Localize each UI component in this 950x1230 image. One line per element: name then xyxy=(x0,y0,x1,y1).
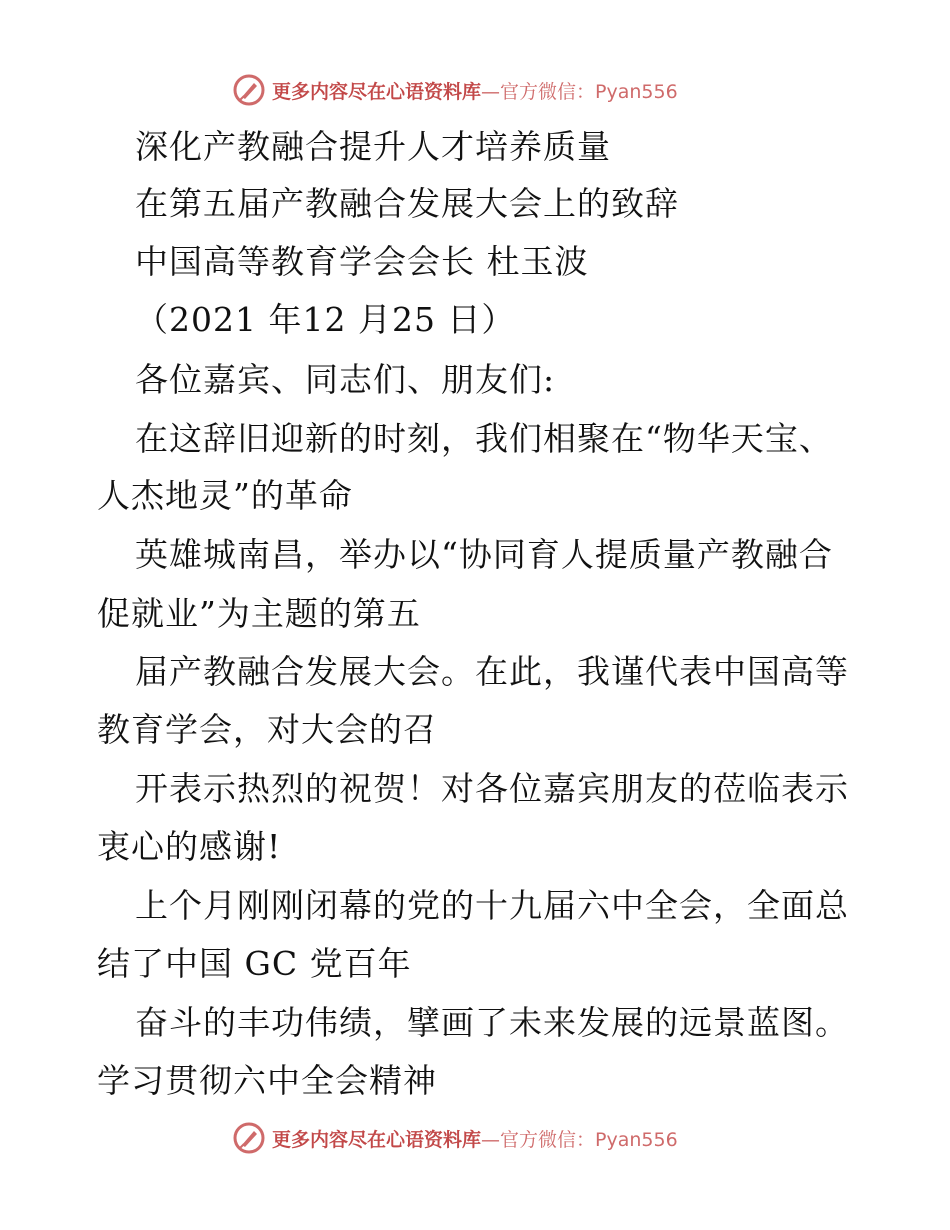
paragraph-line: 教育学会，对大会的召 xyxy=(97,710,437,749)
paragraph-line: 促就业”为主题的第五 xyxy=(97,594,421,633)
watermark-text xyxy=(272,1125,678,1152)
watermark-separator: — xyxy=(481,80,501,103)
paragraph-line: 结了中国 GC 党百年 xyxy=(97,944,412,983)
document-title: 深化产教融合提升人才培养质量 xyxy=(135,127,611,166)
document-date: （2021 年12 月25 日） xyxy=(135,300,516,339)
paragraph-line: 上个月刚刚闭幕的党的十九届六中全会，全面总 xyxy=(135,886,849,925)
paragraph-line: 衷心的感谢! xyxy=(97,827,282,866)
watermark-main-text: 更多内容尽在心语资料库 xyxy=(272,80,482,103)
paragraph-line: 奋斗的丰功伟绩，擘画了未来发展的远景蓝图。 xyxy=(135,1003,849,1042)
watermark-wechat-label: 官方微信： xyxy=(500,1128,596,1151)
paragraph-line: 届产教融合发展大会。在此，我谨代表中国高等 xyxy=(135,652,849,691)
header-watermark xyxy=(232,72,678,108)
watermark-wechat-id: Pyan556 xyxy=(595,1128,678,1151)
paragraph-line: 学习贯彻六中全会精神 xyxy=(97,1061,437,1100)
paragraph-line: 英雄城南昌，举办以“协同育人提质量产教融合 xyxy=(135,535,833,574)
quill-circle-logo-icon xyxy=(232,1121,266,1155)
document-author: 中国高等教育学会会长 杜玉波 xyxy=(135,242,589,281)
watermark-separator: — xyxy=(481,1128,501,1151)
document-subtitle: 在第五届产教融合发展大会上的致辞 xyxy=(135,184,679,223)
watermark-wechat-id: Pyan556 xyxy=(595,80,678,103)
quill-circle-logo-icon xyxy=(232,73,266,107)
watermark-wechat-label: 官方微信： xyxy=(500,80,596,103)
paragraph-line: 人杰地灵”的革命 xyxy=(97,476,353,515)
paragraph-line: 在这辞旧迎新的时刻，我们相聚在“物华天宝、 xyxy=(135,419,833,458)
document-salutation: 各位嘉宾、同志们、朋友们: xyxy=(135,360,556,399)
watermark-main-text: 更多内容尽在心语资料库 xyxy=(272,1128,482,1151)
watermark-text xyxy=(272,77,678,104)
footer-watermark xyxy=(232,1120,678,1156)
paragraph-line: 开表示热烈的祝贺！对各位嘉宾朋友的莅临表示 xyxy=(135,769,849,808)
